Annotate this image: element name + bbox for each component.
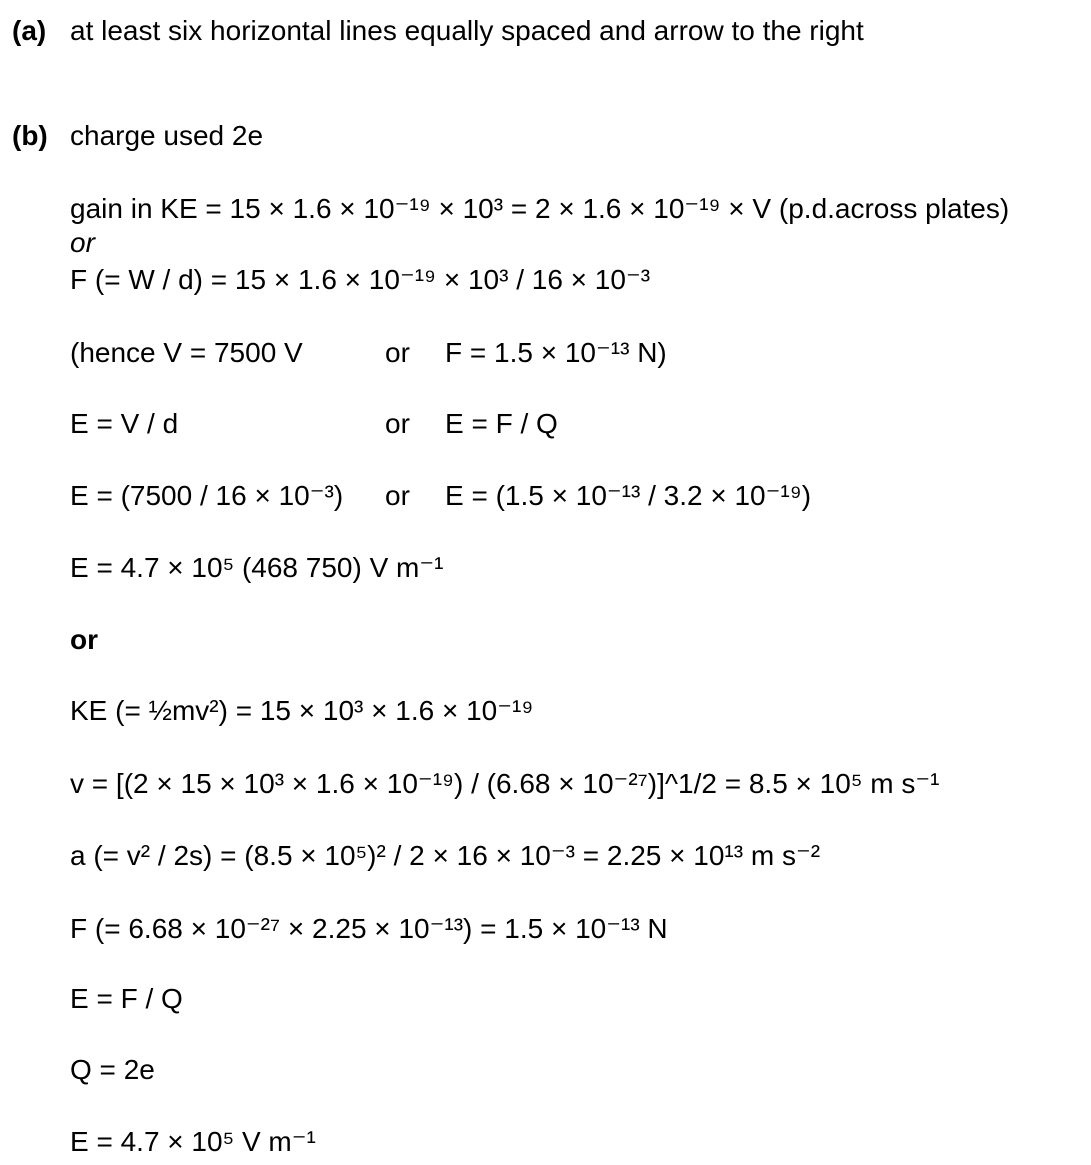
velocity-line: v = [(2 × 15 × 10³ × 1.6 × 10⁻¹⁹) / (6.68 × 10⁻²⁷)]^1/2 = 8.5 × 10⁵ m s⁻¹ — [70, 768, 940, 799]
part-a-text: at least six horizontal lines equally spaced and arrow to the right — [70, 15, 864, 46]
ke-gain-line: gain in KE = 15 × 1.6 × 10⁻¹⁹ × 10³ = 2 × 1.6 × 10⁻¹⁹ × V (p.d.across plates) — [70, 193, 1010, 224]
e-numeric-a: E = (7500 / 16 × 10⁻³) — [70, 480, 344, 511]
or-connector: or — [385, 337, 410, 368]
e-f-over-q: E = F / Q — [445, 408, 558, 439]
part-a-label: (a) — [12, 15, 47, 46]
acceleration-line: a (= v² / 2s) = (8.5 × 10⁵)² / 2 × 16 × 10⁻³ = 2.25 × 10¹³ m s⁻² — [70, 840, 821, 871]
or-italic: or — [70, 227, 95, 258]
e-result: E = 4.7 × 10⁵ (468 750) V m⁻¹ — [70, 552, 444, 583]
part-b-label: (b) — [12, 120, 48, 151]
charge-line: charge used 2e — [70, 120, 264, 151]
q-equals-2e: Q = 2e — [70, 1054, 155, 1085]
force-value: F = 1.5 × 10⁻¹³ N) — [445, 337, 667, 368]
e-v-over-d: E = V / d — [70, 408, 179, 439]
ke-half-mv2: KE (= ½mv²) = 15 × 10³ × 1.6 × 10⁻¹⁹ — [70, 695, 534, 726]
or-bold: or — [70, 624, 98, 655]
force-calc-line: F (= 6.68 × 10⁻²⁷ × 2.25 × 10⁻¹³) = 1.5 × 10⁻¹³ N — [70, 913, 668, 944]
e-final-result: E = 4.7 × 10⁵ V m⁻¹ — [70, 1126, 316, 1157]
e-numeric-b: E = (1.5 × 10⁻¹³ / 3.2 × 10⁻¹⁹) — [445, 480, 812, 511]
or-connector: or — [385, 408, 410, 439]
e-f-over-q-2: E = F / Q — [70, 983, 183, 1014]
hence-v: (hence V = 7500 V — [70, 337, 303, 368]
or-connector: or — [385, 480, 410, 511]
force-line: F (= W / d) = 15 × 1.6 × 10⁻¹⁹ × 10³ / 16 × 10⁻³ — [70, 264, 651, 295]
